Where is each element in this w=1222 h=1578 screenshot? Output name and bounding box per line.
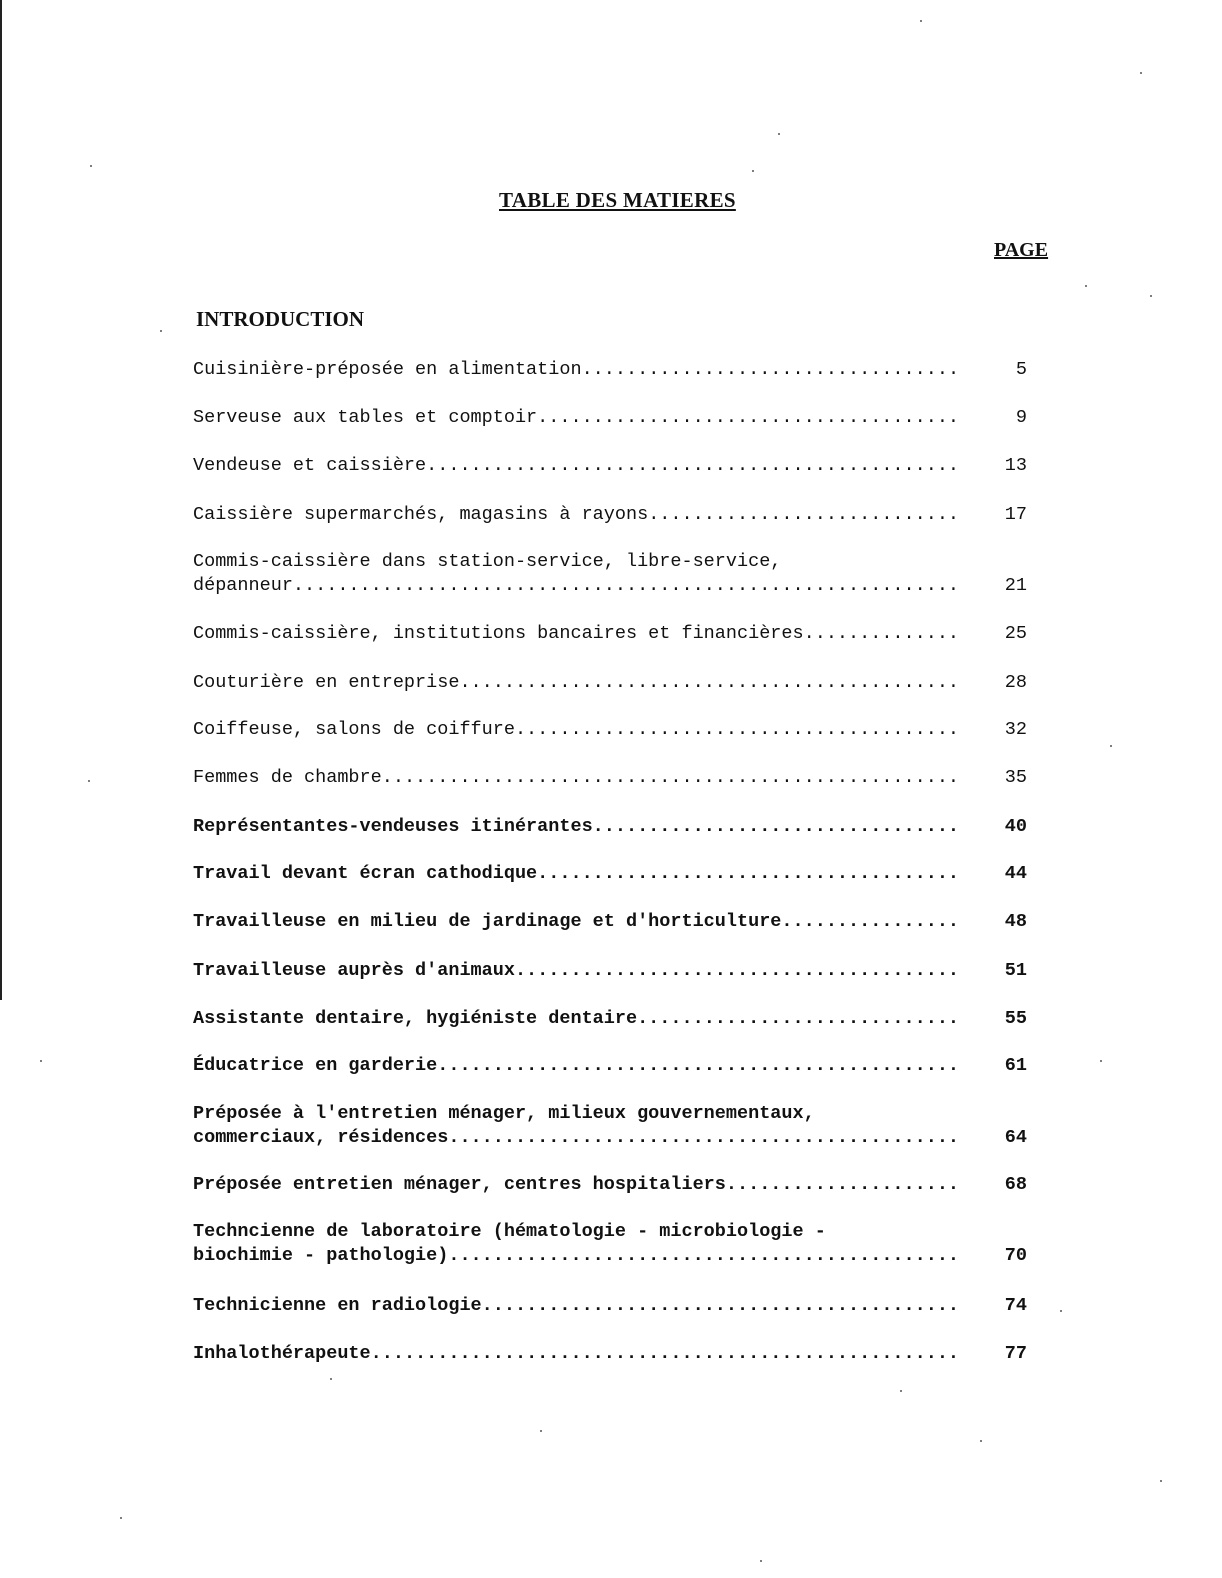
toc-entry [193,550,1033,598]
toc-entry [193,1294,1033,1318]
toc-entry-page-number: 77 [1004,1343,1027,1364]
toc-entry [193,1173,1033,1197]
toc-entry [193,1342,1033,1366]
toc-entry [193,358,1033,382]
toc-entry-label: Éducatrice en garderie ..... [193,1054,957,1078]
toc-entry-page-number: 17 [1004,504,1027,525]
toc-entry-line [193,1244,1033,1268]
scan-speck [1110,745,1112,747]
toc-entry-page-number: 70 [1004,1245,1027,1266]
toc-entry [193,959,1033,983]
toc-entry-line [193,622,1033,646]
toc-entry-line [193,1007,1033,1031]
toc-entry [193,671,1033,695]
toc-entry-label: dépanneur ..... [193,574,957,598]
toc-entry [193,766,1033,790]
scan-speck [920,20,922,22]
toc-entry-line [193,959,1033,983]
scan-speck [1150,295,1152,297]
page-column-header: PAGE [994,239,1049,261]
toc-entry [193,718,1033,742]
toc-entry-line [193,1294,1033,1318]
toc-entry-line [193,1054,1033,1078]
document-title: TABLE DES MATIERES [499,188,736,212]
toc-entry-page-number: 44 [1004,863,1027,884]
scan-speck [1140,72,1142,74]
toc-entry-label: Préposée à l'entretien ménager, milieux gouvernementaux, [193,1103,815,1124]
scan-speck [540,1430,542,1432]
toc-entry-label: Serveuse aux tables et comptoir ..... [193,406,957,430]
toc-entry-page-number: 5 [1015,359,1027,380]
toc-entry-label: Commis-caissière dans station-service, libre-service, [193,551,782,572]
toc-entry [193,1007,1033,1031]
toc-entry-label: biochimie - pathologie) ..... [193,1244,957,1268]
toc-entry-label: Travail devant écran cathodique ..... [193,862,957,886]
toc-entry-label: Technicienne en radiologie ..... [193,1294,957,1318]
toc-entry-page-number: 28 [1004,672,1027,693]
toc-entry [193,1054,1033,1078]
toc-entry-label: Inhalothérapeute ..... [193,1342,957,1366]
scan-speck [760,1560,762,1562]
toc-entry-line [193,718,1033,742]
toc-entry-label: Vendeuse et caissière ..... [193,454,957,478]
toc-entry-page-number: 21 [1004,575,1027,596]
toc-entry-line [193,1102,1033,1126]
toc-entry-line [193,862,1033,886]
scan-speck [88,780,90,782]
scan-speck [752,170,754,172]
toc-entry-label: commerciaux, résidences ..... [193,1126,957,1150]
toc-entry-page-number: 64 [1004,1127,1027,1148]
toc-entry [193,1220,1033,1268]
toc-entry-line [193,503,1033,527]
toc-entry-label: Représentantes-vendeuses itinérantes ..... [193,815,957,839]
toc-entry-line [193,454,1033,478]
toc-entry-line [193,1126,1033,1150]
toc-entry-line [193,1220,1033,1244]
toc-entry [193,862,1033,886]
toc-entry-line [193,574,1033,598]
toc-entry-page-number: 32 [1004,719,1027,740]
toc-entry-label: Techncienne de laboratoire (hématologie - microbiologie - [193,1221,826,1242]
toc-entry-page-number: 51 [1004,960,1027,981]
toc-entry-label: Couturière en entreprise ..... [193,671,957,695]
scan-page-edge [0,0,2,1000]
toc-entry [193,454,1033,478]
toc-entry-page-number: 25 [1004,623,1027,644]
scan-speck [90,165,92,167]
toc-entry-line [193,766,1033,790]
scan-speck [1085,285,1087,287]
toc-entry-page-number: 55 [1004,1008,1027,1029]
toc-entry [193,503,1033,527]
toc-entry [193,815,1033,839]
section-heading-introduction: INTRODUCTION [196,307,365,331]
toc-entry-line [193,671,1033,695]
toc-entry [193,406,1033,430]
scan-speck [1060,1310,1062,1312]
toc-entry-label: Travailleuse auprès d'animaux ..... [193,959,957,983]
toc-entry-line [193,1173,1033,1197]
scan-speck [778,133,780,135]
toc-entry-line [193,358,1033,382]
toc-entry-page-number: 40 [1004,816,1027,837]
toc-entry [193,622,1033,646]
toc-entry-page-number: 35 [1004,767,1027,788]
toc-entry-label: Travailleuse en milieu de jardinage et d'horticulture ..... [193,910,957,934]
toc-entry-line [193,1342,1033,1366]
scan-speck [1100,1060,1102,1062]
toc-entry-line [193,406,1033,430]
toc-entry-label: Caissière supermarchés, magasins à rayons ..... [193,503,957,527]
toc-entry [193,910,1033,934]
toc-entry-page-number: 68 [1004,1174,1027,1195]
scan-speck [980,1440,982,1442]
scan-speck [330,1378,332,1380]
toc-entry-label: Cuisinière-préposée en alimentation ..... [193,358,957,382]
toc-entry-page-number: 13 [1004,455,1027,476]
toc-entry [193,1102,1033,1150]
toc-entry-page-number: 9 [1015,407,1027,428]
scan-speck [160,330,162,332]
scan-speck [900,1390,902,1392]
toc-entry-label: Commis-caissière, institutions bancaires et financières ..... [193,622,957,646]
toc-entry-label: Femmes de chambre ..... [193,766,957,790]
toc-entry-line [193,910,1033,934]
scan-speck [1160,1480,1162,1482]
toc-entry-line [193,815,1033,839]
toc-entry-page-number: 74 [1004,1295,1027,1316]
toc-entry-label: Préposée entretien ménager, centres hospitaliers ..... [193,1173,957,1197]
toc-entry-page-number: 48 [1004,911,1027,932]
toc-entry-label: Coiffeuse, salons de coiffure ..... [193,718,957,742]
scan-speck [40,1060,42,1062]
toc-entry-page-number: 61 [1004,1055,1027,1076]
toc-entry-line [193,550,1033,574]
toc-entry-label: Assistante dentaire, hygiéniste dentaire ..... [193,1007,957,1031]
scan-speck [120,1517,122,1519]
